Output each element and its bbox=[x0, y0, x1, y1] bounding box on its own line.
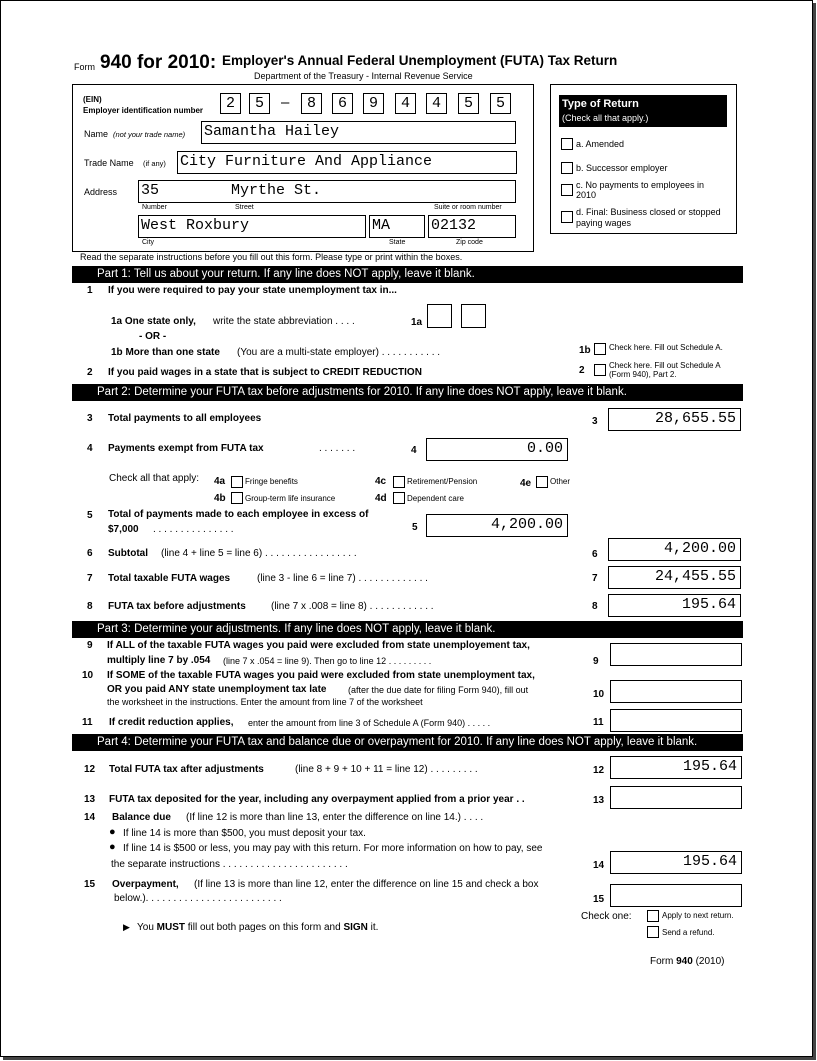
line14-number: 14 bbox=[593, 860, 605, 871]
line8-amount-field[interactable] bbox=[608, 594, 741, 617]
form-title: Employer's Annual Federal Unemployment (FUTA) Tax Return bbox=[222, 53, 618, 68]
name-hint: (not your trade name) bbox=[113, 130, 186, 139]
line-number: 14 bbox=[84, 812, 96, 823]
line3-amount-field[interactable] bbox=[608, 408, 741, 431]
street-value: 35 Myrthe St. bbox=[141, 182, 322, 199]
ein-digit[interactable]: 4 bbox=[426, 93, 447, 114]
send-refund-checkbox[interactable] bbox=[647, 926, 659, 938]
address-label: Address bbox=[84, 187, 118, 197]
ein-digit[interactable]: 4 bbox=[395, 93, 416, 114]
ein-digit[interactable]: 6 bbox=[332, 93, 353, 114]
no-payments-label: c. No payments to employees in 2010 bbox=[576, 180, 705, 200]
line10-number: 10 bbox=[593, 689, 605, 700]
line1b-text: (You are a multi-state employer) . . . . . . . . . . . bbox=[237, 347, 441, 358]
part3-header: Part 3: Determine your adjustments. If any line does NOT apply, leave it blank. bbox=[72, 621, 743, 638]
line8-text: FUTA tax before adjustments bbox=[108, 601, 246, 612]
ein-digit[interactable]: 5 bbox=[490, 93, 511, 114]
ein-digit[interactable]: 5 bbox=[458, 93, 479, 114]
line2-number: 2 bbox=[579, 365, 585, 376]
line12-amount-field[interactable] bbox=[610, 756, 742, 779]
line3-text: Total payments to all employees bbox=[108, 413, 262, 424]
line13-number: 13 bbox=[593, 795, 605, 806]
line10-amount-field[interactable] bbox=[610, 680, 742, 703]
line-number: 8 bbox=[87, 601, 93, 612]
number-caption: Number bbox=[142, 204, 167, 211]
line1a-text: write the state abbreviation . . . . bbox=[213, 316, 355, 327]
line12-calc: (line 8 + 9 + 10 + 11 = line 12) . . . . . . . . . bbox=[295, 764, 478, 775]
street-field[interactable] bbox=[138, 180, 516, 203]
zip-value: 02132 bbox=[431, 217, 477, 234]
state-field[interactable] bbox=[369, 215, 425, 238]
line4-amount-field[interactable] bbox=[426, 438, 568, 461]
line5-dots: . . . . . . . . . . . . . . . bbox=[153, 524, 234, 535]
footer-form: Form bbox=[650, 956, 674, 967]
line1-text: If you were required to pay your state unemployment tax in... bbox=[108, 285, 397, 296]
arrow-right-icon: ▶ bbox=[123, 922, 130, 932]
city-field[interactable] bbox=[138, 215, 366, 238]
line1b-check-label: Check here. Fill out Schedule A. bbox=[609, 343, 723, 352]
trade-label: Trade Name bbox=[84, 158, 134, 168]
line-number: 1 bbox=[87, 285, 93, 296]
city-value: West Roxbury bbox=[141, 217, 250, 234]
c4a-number: 4a bbox=[214, 476, 226, 487]
type-of-return-title: Type of Return bbox=[562, 98, 639, 110]
line9-text-2: (line 7 x .054 = line 9). Then go to line 12 . . . . . . . . . bbox=[223, 656, 432, 666]
c4a-label: Fringe benefits bbox=[245, 477, 298, 486]
name-label: Name bbox=[84, 129, 109, 139]
part4-header: Part 4: Determine your FUTA tax and balance due or overpayment for 2010. If any line does NOT apply, leave it blank. bbox=[72, 734, 743, 751]
zip-caption: Zip code bbox=[456, 239, 483, 246]
apply-next-label: Apply to next return. bbox=[662, 911, 734, 920]
check-one-label: Check one: bbox=[581, 911, 632, 922]
send-refund-label: Send a refund. bbox=[662, 928, 715, 937]
state-abbrev-box-1[interactable] bbox=[427, 304, 452, 328]
part2-header: Part 2: Determine your FUTA tax before adjustments for 2010. If any line does NOT apply, leave it blank. bbox=[72, 384, 743, 401]
name-value: Samantha Hailey bbox=[204, 123, 340, 140]
line14-bullet-1: If line 14 is more than $500, you must deposit your tax. bbox=[123, 828, 366, 839]
line6-text: Subtotal bbox=[108, 548, 148, 559]
other-checkbox[interactable] bbox=[536, 476, 548, 488]
c4c-number: 4c bbox=[375, 476, 387, 487]
credit-reduction-checkbox[interactable] bbox=[594, 364, 606, 376]
line5-value: 4,200.00 bbox=[490, 516, 563, 533]
line8-value: 195.64 bbox=[681, 596, 736, 613]
line2-check-label-2: (Form 940), Part 2. bbox=[609, 370, 677, 379]
line9-text-2b: multiply line 7 by .054 bbox=[107, 655, 211, 666]
line5-text-2: $7,000 bbox=[108, 524, 139, 535]
line15-calc: (If line 13 is more than line 12, enter the difference on line 15 and check a box bbox=[194, 879, 539, 890]
ein-label: (EIN) bbox=[83, 95, 102, 104]
line15-number: 15 bbox=[593, 894, 605, 905]
type-of-return-subtitle: (Check all that apply.) bbox=[562, 113, 649, 123]
line-number: 11 bbox=[82, 717, 93, 728]
line10-text-2: (after the due date for filing Form 940), fill out bbox=[348, 685, 529, 695]
retirement-checkbox[interactable] bbox=[393, 476, 405, 488]
line10-text-2b: OR you paid ANY state unemployment tax late bbox=[107, 684, 327, 695]
line15-text: Overpayment, bbox=[112, 879, 179, 890]
c4e-number: 4e bbox=[520, 478, 532, 489]
line12-text: Total FUTA tax after adjustments bbox=[109, 764, 264, 775]
part1-header: Part 1: Tell us about your return. If any line does NOT apply, leave it blank. bbox=[72, 266, 743, 283]
must-sign-line bbox=[137, 922, 378, 933]
line14-bullet-3: the separate instructions . . . . . . . . . . . . . . . . . . . . . . . bbox=[111, 859, 348, 870]
must-sign-mid: fill out both pages on this form and bbox=[185, 922, 344, 933]
line14-calc: (If line 12 is more than line 13, enter the difference on line 14.) . . . . bbox=[186, 812, 484, 823]
line-number: 4 bbox=[87, 443, 93, 454]
line11-text-b: If credit reduction applies, bbox=[109, 717, 234, 728]
line15-amount-field[interactable] bbox=[610, 884, 742, 907]
fringe-benefits-checkbox[interactable] bbox=[231, 476, 243, 488]
line14-bullet-2: If line 14 is $500 or less, you may pay with this return. For more information on how to pay, see bbox=[123, 843, 543, 854]
line11-text: enter the amount from line 3 of Schedule A (Form 940) . . . . . bbox=[248, 718, 491, 728]
ein-label-2: Employer identification number bbox=[83, 106, 204, 115]
must-sign-pre: You bbox=[137, 922, 157, 933]
footer-num: 940 bbox=[676, 956, 693, 967]
line13-amount-field[interactable] bbox=[610, 786, 742, 809]
line3-value: 28,655.55 bbox=[654, 410, 736, 427]
line14-amount-field[interactable] bbox=[610, 851, 742, 874]
line5-text-1: Total of payments made to each employee in excess of bbox=[108, 509, 369, 520]
line7-value: 24,455.55 bbox=[654, 568, 736, 585]
line6-value: 4,200.00 bbox=[663, 540, 736, 557]
footer-form-label bbox=[650, 956, 725, 967]
check-all-label: Check all that apply: bbox=[109, 473, 200, 484]
line12-value: 195.64 bbox=[682, 758, 737, 775]
line14-text: Balance due bbox=[112, 812, 171, 823]
street-caption: Street bbox=[235, 204, 254, 211]
line10-text-3: the worksheet in the instructions. Enter the amount from line 7 of the worksheet bbox=[107, 697, 423, 707]
line11-amount-field[interactable] bbox=[610, 709, 742, 732]
c4b-number: 4b bbox=[214, 493, 226, 504]
line2-text: If you paid wages in a state that is subject to CREDIT REDUCTION bbox=[108, 367, 422, 378]
zip-field[interactable] bbox=[428, 215, 516, 238]
line-number: 13 bbox=[84, 794, 96, 805]
ein-digit[interactable]: 9 bbox=[363, 93, 384, 114]
line12-number: 12 bbox=[593, 765, 605, 776]
successor-checkbox[interactable] bbox=[561, 162, 573, 174]
line-number: 10 bbox=[82, 670, 94, 681]
c4d-number: 4d bbox=[375, 493, 387, 504]
line1a-number: 1a bbox=[411, 317, 423, 328]
successor-label: b. Successor employer bbox=[576, 163, 668, 173]
footer-year: (2010) bbox=[695, 956, 725, 967]
line7-amount-field[interactable] bbox=[608, 566, 741, 589]
line6-amount-field[interactable] bbox=[608, 538, 741, 561]
ein-digit[interactable]: 5 bbox=[249, 93, 270, 114]
form-name: 940 for 2010: bbox=[100, 52, 217, 73]
state-caption: State bbox=[389, 239, 406, 246]
c4c-label: Retirement/Pension bbox=[407, 477, 478, 486]
trade-hint: (if any) bbox=[143, 159, 166, 168]
bullet-icon: ● bbox=[109, 826, 116, 838]
no-payments-checkbox[interactable] bbox=[561, 184, 573, 196]
line8-calc: (line 7 x .008 = line 8) . . . . . . . . . . . . bbox=[271, 601, 434, 612]
line9-number: 9 bbox=[593, 656, 599, 667]
state-abbrev-box-2[interactable] bbox=[461, 304, 486, 328]
line-number: 3 bbox=[87, 413, 93, 424]
line4-text: Payments exempt from FUTA tax bbox=[108, 443, 264, 454]
bullet-icon: ● bbox=[109, 841, 116, 853]
line9-amount-field[interactable] bbox=[610, 643, 742, 666]
dept-line: Department of the Treasury - Internal Revenue Service bbox=[254, 71, 473, 81]
line6-number: 6 bbox=[592, 549, 598, 560]
line4-dots: . . . . . . . bbox=[319, 443, 356, 454]
line13-text: FUTA tax deposited for the year, including any overpayment applied from a prior year . . bbox=[109, 794, 525, 805]
name-field[interactable] bbox=[201, 121, 516, 144]
line11-number: 11 bbox=[593, 717, 604, 728]
form-prefix: Form bbox=[74, 62, 95, 72]
amended-label: a. Amended bbox=[576, 139, 625, 149]
line9-text-1: If ALL of the taxable FUTA wages you paid were excluded from state unemployement tax, bbox=[107, 640, 530, 651]
or-separator: - OR - bbox=[139, 331, 167, 342]
multi-state-checkbox[interactable] bbox=[594, 343, 606, 355]
line1b-number: 1b bbox=[579, 345, 591, 356]
line6-calc: (line 4 + line 5 = line 6) . . . . . . . . . . . . . . . . . bbox=[161, 548, 357, 559]
group-term-checkbox[interactable] bbox=[231, 492, 243, 504]
line-number: 9 bbox=[87, 640, 93, 651]
line2-check-label-1: Check here. Fill out Schedule A bbox=[609, 361, 721, 370]
line3-number: 3 bbox=[592, 416, 598, 427]
must-sign-post: it. bbox=[367, 922, 379, 933]
line7-text: Total taxable FUTA wages bbox=[108, 573, 231, 584]
c4d-label: Dependent care bbox=[407, 494, 464, 503]
line-number: 12 bbox=[84, 764, 96, 775]
must-sign-bold: MUST bbox=[156, 922, 185, 933]
final-checkbox[interactable] bbox=[561, 211, 573, 223]
line-number: 5 bbox=[87, 510, 93, 521]
state-value: MA bbox=[372, 217, 391, 234]
apply-next-return-checkbox[interactable] bbox=[647, 910, 659, 922]
line1b-label: 1b More than one state bbox=[111, 347, 220, 358]
line7-number: 7 bbox=[592, 573, 598, 584]
line5-number: 5 bbox=[412, 522, 418, 533]
line7-calc: (line 3 - line 6 = line 7) . . . . . . . . . . . . . bbox=[257, 573, 428, 584]
final-label: d. Final: Business closed or stopped paying wages bbox=[576, 207, 721, 228]
trade-name-field[interactable] bbox=[177, 151, 517, 174]
ein-dash: – bbox=[281, 94, 290, 111]
line4-value: 0.00 bbox=[526, 440, 563, 457]
line-number: 7 bbox=[87, 573, 93, 584]
line-number: 6 bbox=[87, 548, 93, 559]
instructions-line: Read the separate instructions before you fill out this form. Please type or print within the boxes. bbox=[80, 252, 463, 262]
line1a-label: 1a One state only, bbox=[111, 316, 196, 327]
line10-text-1: If SOME of the taxable FUTA wages you paid were excluded from state unemployment tax, bbox=[107, 670, 535, 681]
ein-digit[interactable]: 8 bbox=[301, 93, 322, 114]
line15-calc-2: below.). . . . . . . . . . . . . . . . . . . . . . . . . bbox=[114, 893, 282, 904]
suite-caption: Suite or room number bbox=[434, 204, 502, 211]
trade-name-value: City Furniture And Appliance bbox=[180, 153, 433, 170]
c4e-label: Other bbox=[550, 477, 571, 486]
must-sign-bold-2: SIGN bbox=[343, 922, 368, 933]
c4b-label: Group-term life insurance bbox=[245, 494, 336, 503]
city-caption: City bbox=[142, 239, 155, 246]
ein-digit[interactable]: 2 bbox=[220, 93, 241, 114]
line4-number: 4 bbox=[411, 445, 417, 456]
line-number: 2 bbox=[87, 367, 93, 378]
line8-number: 8 bbox=[592, 601, 598, 612]
amended-checkbox[interactable] bbox=[561, 138, 573, 150]
dependent-care-checkbox[interactable] bbox=[393, 492, 405, 504]
line-number: 15 bbox=[84, 879, 96, 890]
line14-value: 195.64 bbox=[682, 853, 737, 870]
line5-amount-field[interactable] bbox=[426, 514, 568, 537]
